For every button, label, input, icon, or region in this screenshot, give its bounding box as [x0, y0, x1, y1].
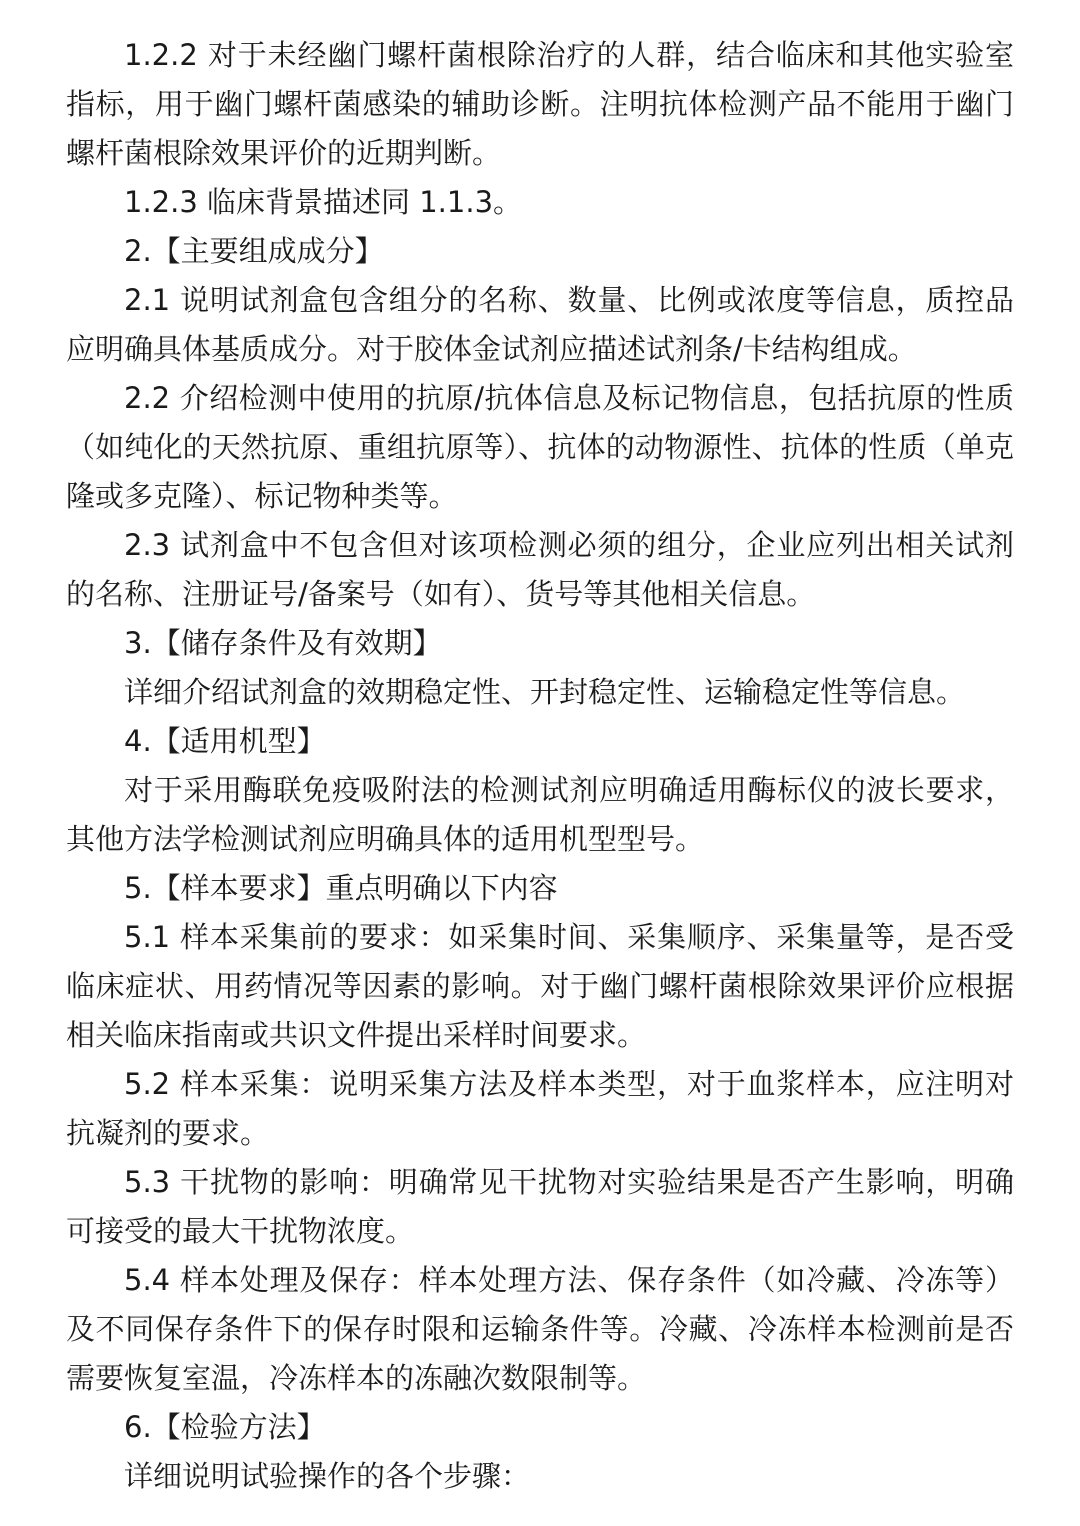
paragraph-2-1: 2.1 说明试剂盒包含组分的名称、数量、比例或浓度等信息，质控品应明确具体基质成分。对于胶体金试剂应描述试剂条/卡结构组成。 — [66, 283, 1014, 366]
section-heading-6: 6.【检验方法】 — [124, 1410, 326, 1444]
section-heading-3: 3.【储存条件及有效期】 — [124, 626, 442, 660]
paragraph-2-2: 2.2 介绍检测中使用的抗原/抗体信息及标记物信息，包括抗原的性质（如纯化的天然抗原、重组抗原等）、抗体的动物源性、抗体的性质（单克隆或多克隆）、标记物种类等。 — [66, 381, 1014, 513]
paragraph-4-body: 对于采用酶联免疫吸附法的检测试剂应明确适用酶标仪的波长要求，其他方法学检测试剂应明确具体的适用机型型号。 — [66, 773, 1014, 856]
paragraph-5-2: 5.2 样本采集：说明采集方法及样本类型，对于血浆样本，应注明对抗凝剂的要求。 — [66, 1067, 1014, 1150]
section-heading-4: 4.【适用机型】 — [124, 724, 326, 758]
paragraph-2-3: 2.3 试剂盒中不包含但对该项检测必须的组分，企业应列出相关试剂的名称、注册证号/备案号（如有）、货号等其他相关信息。 — [66, 528, 1014, 611]
paragraph-3-body: 详细介绍试剂盒的效期稳定性、开封稳定性、运输稳定性等信息。 — [124, 675, 966, 709]
paragraph-1-2-2: 1.2.2 对于未经幽门螺杆菌根除治疗的人群，结合临床和其他实验室指标，用于幽门螺杆菌感染的辅助诊断。注明抗体检测产品不能用于幽门螺杆菌根除效果评价的近期判断。 — [66, 38, 1014, 170]
paragraph-1-2-3: 1.2.3 临床背景描述同 1.1.3。 — [124, 185, 523, 219]
section-heading-5: 5.【样本要求】重点明确以下内容 — [124, 871, 558, 905]
paragraph-6-body: 详细说明试验操作的各个步骤： — [124, 1459, 531, 1493]
document-body — [66, 31, 1014, 1501]
paragraph-5-4: 5.4 样本处理及保存：样本处理方法、保存条件（如冷藏、冷冻等）及不同保存条件下的保存时限和运输条件等。冷藏、冷冻样本检测前是否需要恢复室温，冷冻样本的冻融次数限制等。 — [66, 1263, 1014, 1395]
section-heading-2: 2.【主要组成成分】 — [124, 234, 384, 268]
paragraph-5-1: 5.1 样本采集前的要求：如采集时间、采集顺序、采集量等，是否受临床症状、用药情况等因素的影响。对于幽门螺杆菌根除效果评价应根据相关临床指南或共识文件提出采样时间要求。 — [66, 920, 1014, 1052]
paragraph-5-3: 5.3 干扰物的影响：明确常见干扰物对实验结果是否产生影响，明确可接受的最大干扰物浓度。 — [66, 1165, 1014, 1248]
